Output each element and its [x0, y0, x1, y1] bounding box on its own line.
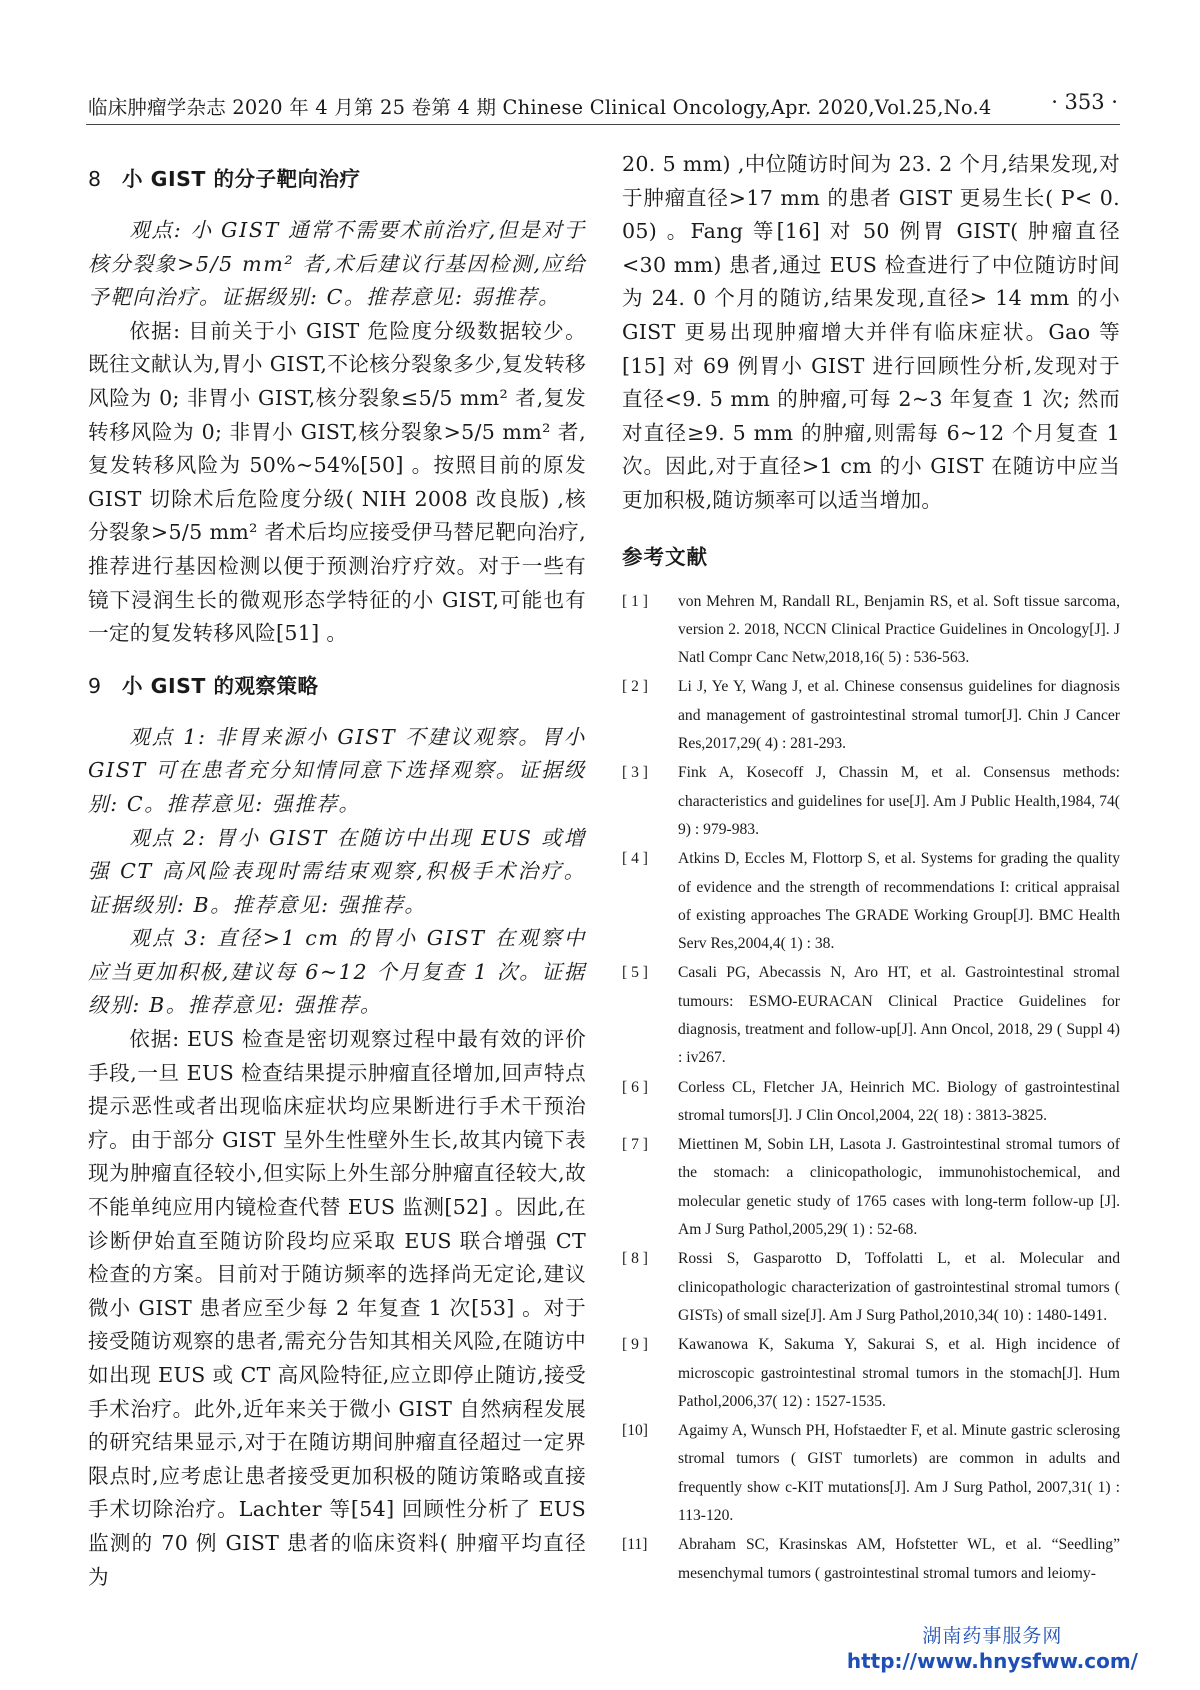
- reference-number: [ 3 ]: [622, 764, 648, 782]
- reference-item: [622, 1131, 1120, 1244]
- reference-item: [622, 759, 1120, 844]
- reference-text: Rossi S, Gasparotto D, Toffolatti L, et al. Molecular and clinicopathologic characterization of gastrointestinal stromal tumors ( GISTs) of small size[J]. Am J Surg Pathol,2010,34( 10) : 1480-1491.: [678, 1250, 1120, 1324]
- reference-text: Fink A, Kosecoff J, Chassin M, et al. Consensus methods: characteristics and guidelines for use[J]. Am J Public Health,1984, 74( 9) : 979-983.: [678, 764, 1120, 838]
- section-9-heading: [88, 669, 586, 699]
- reference-list: [622, 588, 1120, 1588]
- reference-text: Miettinen M, Sobin LH, Lasota J. Gastrointestinal stromal tumors of the stomach: a clinicopathologic, immunohistochemical, and molecular genetic study of 1765 cases with long-term follow-up [J]. Am J Surg Pathol,2005,29( 1) : 52-68.: [678, 1136, 1120, 1239]
- section-9-viewpoint-3: 观点 3: 直径>1 cm 的胃小 GIST 在观察中应当更加积极,建议每 6~12 个月复查 1 次。证据级别: B。推荐意见: 强推荐。: [88, 926, 586, 1018]
- section-8-heading: [88, 162, 586, 192]
- reference-number: [ 9 ]: [622, 1336, 648, 1354]
- reference-text: Corless CL, Fletcher JA, Heinrich MC. Biology of gastrointestinal stromal tumors[J]. J Clin Oncol,2004, 22( 18) : 3813-3825.: [678, 1078, 1120, 1124]
- section-9-basis: 依据: EUS 检查是密切观察过程中最有效的评价手段,一旦 EUS 检查结果提示肿瘤直径增加,回声特点提示恶性或者出现临床症状均应果断进行手术干预治疗。由于部分 GIST 呈外生性壁外生长,故其内镜下表现为肿瘤直径较小,但实际上外生部分肿瘤直径较大,故不能单纯应用内镜检查代替 EUS 监测[52] 。因此,在诊断伊始直至随访阶段均应采取 EUS 联合增强 CT 检查的方案。目前对于随访频率的选择尚无定论,建议微小 GIST 患者应至少每 2 年复查 1 次[53] 。对于接受随访观察的患者,需充分告知其相关风险,在随访中如出现 EUS 或 CT 高风险特征,应立即停止随访,接受手术治疗。此外,近年来关于微小 GIST 自然病程发展的研究结果显示,对于在随访期间肿瘤直径超过一定界限点时,应考虑让患者接受更加积极的随访策略或直接手术切除治疗。Lachter 等[54] 回顾性分析了 EUS 监测的 70 例 GIST 患者的临床资料( 肿瘤平均直径为: [88, 1027, 586, 1589]
- page-number: · 353 ·: [1051, 90, 1118, 114]
- section-8-viewpoint: 观点: 小 GIST 通常不需要术前治疗,但是对于核分裂象>5/5 mm² 者,术后建议行基因检测,应给予靶向治疗。证据级别: C。推荐意见: 弱推荐。: [88, 218, 586, 310]
- right-column: [622, 148, 1120, 1589]
- reference-item: [622, 1531, 1120, 1588]
- reference-text: Abraham SC, Krasinskas AM, Hofstetter WL, et al. “Seedling” mesenchymal tumors ( gastrointestinal stromal tumors and leiomy-: [678, 1536, 1120, 1582]
- section-9-number: 9: [88, 673, 102, 698]
- watermark-url[interactable]: http://www.hnysfww.com/: [846, 1649, 1138, 1673]
- reference-number: [ 1 ]: [622, 592, 648, 610]
- reference-number: [ 4 ]: [622, 850, 648, 868]
- site-watermark: [847, 1624, 1138, 1674]
- reference-text: Casali PG, Abecassis N, Aro HT, et al. Gastrointestinal stromal tumours: ESMO-EURACAN Clinical Practice Guidelines for diagnosis, treatment and follow-up[J]. Ann Oncol, 2018, 29 ( Suppl 4) : iv267.: [678, 964, 1120, 1067]
- reference-text: Li J, Ye Y, Wang J, et al. Chinese consensus guidelines for diagnosis and management of gastrointestinal stromal tumor[J]. Chin J Cancer Res,2017,29( 4) : 281-293.: [678, 678, 1120, 753]
- journal-citation: 临床肿瘤学杂志 2020 年 4 月第 25 卷第 4 期 Chinese Clinical Oncology,Apr. 2020,Vol.25,No.4: [88, 96, 992, 119]
- reference-item: [622, 588, 1120, 673]
- reference-item: [622, 959, 1120, 1072]
- reference-number: [ 2 ]: [622, 678, 648, 696]
- section-9-viewpoint-2: 观点 2: 胃小 GIST 在随访中出现 EUS 或增强 CT 高风险表现时需结束观察,积极手术治疗。证据级别: B。推荐意见: 强推荐。: [88, 825, 586, 917]
- section-9-basis-continued: 20. 5 mm) ,中位随访时间为 23. 2 个月,结果发现,对于肿瘤直径>17 mm 的患者 GIST 更易生长( P< 0. 05) 。Fang 等[16] 对 50 例胃 GIST( 肿瘤直径<30 mm) 患者,通过 EUS 检查进行了中位随访时间为 24. 0 个月的随访,结果发现,直径> 14 mm 的小 GIST 更易出现肿瘤增大并伴有临床症状。Gao 等[15] 对 69 例胃小 GIST 进行回顾性分析,发现对于直径<9. 5 mm 的肿瘤,可每 2~3 年复查 1 次; 然而对直径≥9. 5 mm 的肿瘤,则需每 6~12 个月复查 1 次。因此,对于直径>1 cm 的小 GIST 在随访中应当更加积极,随访频率可以适当增加。: [622, 152, 1120, 512]
- reference-text: Atkins D, Eccles M, Flottorp S, et al. Systems for grading the quality of evidence and the strength of recommendations I: critical appraisal of existing approaches The GRADE Working Group[J]. BMC Health Serv Res,2004,4( 1) : 38.: [678, 850, 1120, 953]
- section-8-basis: 依据: 目前关于小 GIST 危险度分级数据较少。既往文献认为,胃小 GIST,不论核分裂象多少,复发转移风险为 0; 非胃小 GIST,核分裂象≤5/5 mm² 者,复发转移风险为 0; 非胃小 GIST,核分裂象>5/5 mm² 者,复发转移风险为 50%~54%[50] 。按照目前的原发 GIST 切除术后危险度分级( NIH 2008 改良版) ,核分裂象>5/5 mm² 者术后均应接受伊马替尼靶向治疗,推荐进行基因检测以便于预测治疗疗效。对于一些有镜下浸润生长的微观形态学特征的小 GIST,可能也有一定的复发转移风险[51] 。: [88, 318, 586, 646]
- section-9-title: 小 GIST 的观察策略: [122, 673, 319, 698]
- reference-number: [ 6 ]: [622, 1078, 648, 1096]
- reference-text: Agaimy A, Wunsch PH, Hofstaedter F, et al. Minute gastric sclerosing stromal tumors ( GIST tumorlets) are common in adults and frequently show c-KIT mutations[J]. Am J Surg Pathol, 2007,31( 1) : 113-120.: [678, 1422, 1120, 1525]
- watermark-site-name: 湖南药事服务网: [922, 1625, 1063, 1647]
- reference-number: [ 7 ]: [622, 1136, 648, 1154]
- reference-item: [622, 673, 1120, 758]
- section-9-viewpoint-1: 观点 1: 非胃来源小 GIST 不建议观察。胃小 GIST 可在患者充分知情同意下选择观察。证据级别: C。推荐意见: 强推荐。: [88, 724, 586, 816]
- running-header: [88, 88, 1118, 124]
- reference-number: [11]: [622, 1536, 648, 1554]
- reference-number: [10]: [622, 1422, 648, 1440]
- reference-item: [622, 1245, 1120, 1330]
- reference-number: [ 8 ]: [622, 1250, 648, 1268]
- reference-text: von Mehren M, Randall RL, Benjamin RS, et al. Soft tissue sarcoma, version 2. 2018, NCCN Clinical Practice Guidelines in Oncology[J]. J Natl Compr Canc Netw,2018,16( 5) : 536-563.: [678, 592, 1120, 667]
- header-rule: [86, 124, 1120, 125]
- section-8-number: 8: [88, 167, 102, 191]
- references-heading: 参考文献: [622, 544, 708, 569]
- reference-text: Kawanowa K, Sakuma Y, Sakurai S, et al. High incidence of microscopic gastrointestinal stromal tumors in the stomach[J]. Hum Pathol,2006,37( 12) : 1527-1535.: [678, 1336, 1120, 1410]
- section-8-title: 小 GIST 的分子靶向治疗: [122, 167, 361, 191]
- reference-number: [ 5 ]: [622, 964, 648, 982]
- reference-item: [622, 845, 1120, 958]
- left-column: [88, 148, 586, 1594]
- reference-item: [622, 1074, 1120, 1131]
- reference-item: [622, 1331, 1120, 1416]
- reference-item: [622, 1417, 1120, 1530]
